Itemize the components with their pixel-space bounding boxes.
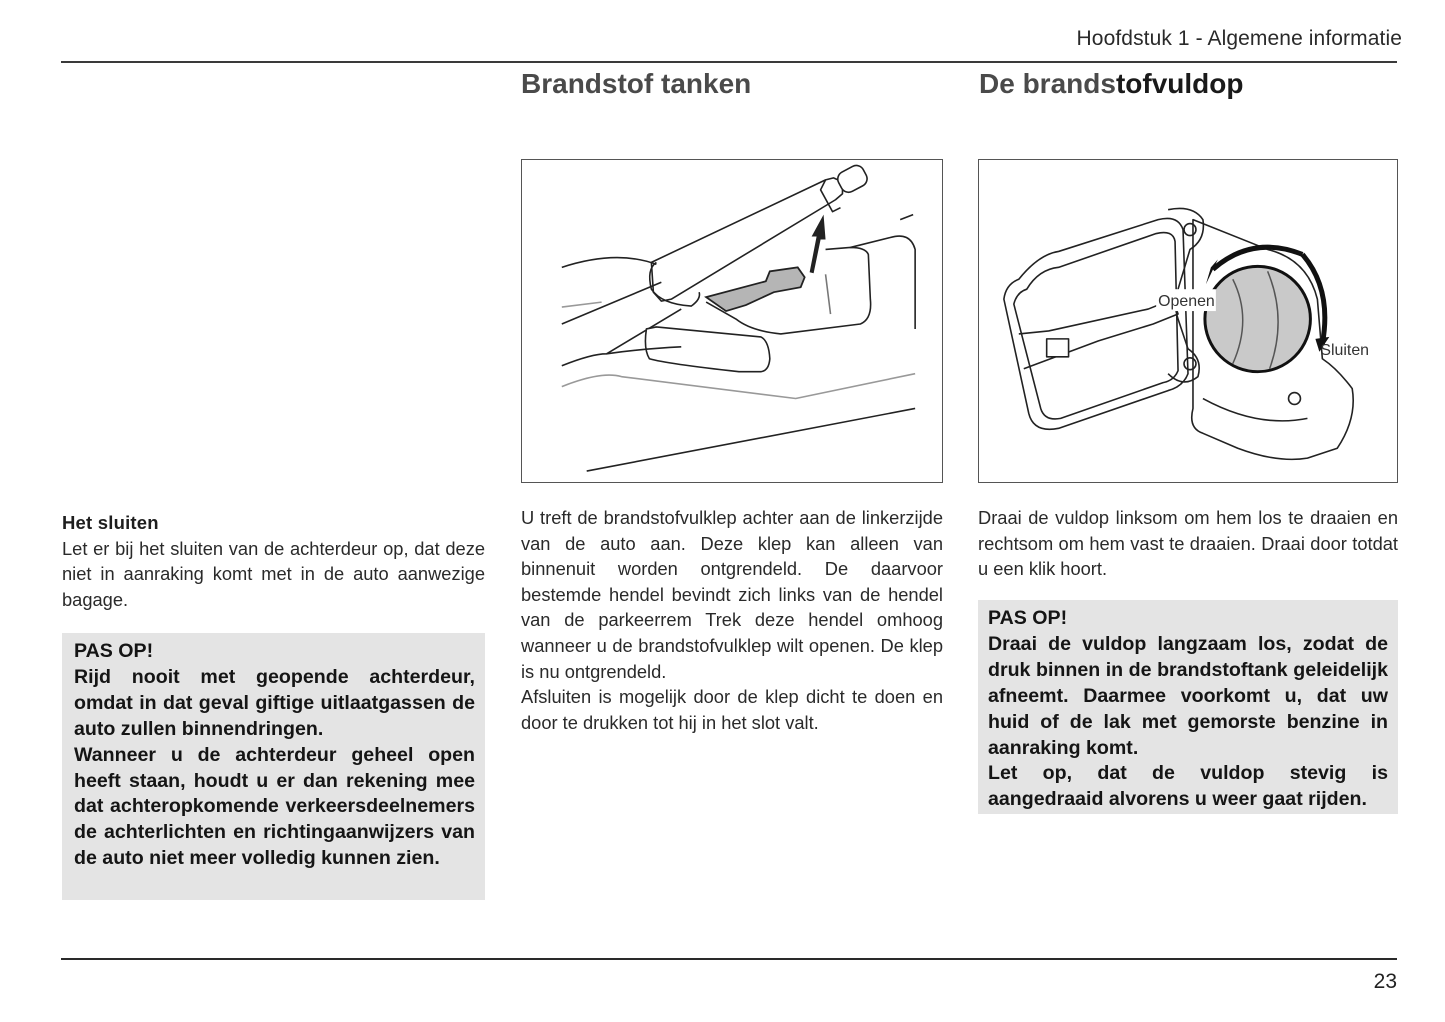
label-openen: Openen (1158, 293, 1215, 311)
running-head: Hoofdstuk 1 - Algemene informatie (1076, 27, 1402, 50)
right-column (978, 505, 1398, 582)
label-sluiten: Sluiten (1320, 341, 1370, 359)
warning-title: PAS OP! (988, 607, 1068, 629)
fuel-cap-illustration (978, 159, 1398, 483)
warning-box-vuldop (978, 600, 1398, 814)
warning-paragraph: Wanneer u de achterdeur geheel open heeft staan, houdt u er dan rekening mee dat achteropkomende verkeersdeelnemers de achterlichten en richtingaanwijzers van de auto niet meer volledig kunnen zien. (74, 743, 475, 870)
header-rule (61, 61, 1397, 63)
fuel-cap-drawing (979, 160, 1397, 482)
middle-column (521, 505, 943, 735)
section-title-brandstofvuldop (979, 68, 1243, 100)
handbrake-drawing (522, 160, 942, 482)
release-lever-icon (706, 267, 805, 311)
up-arrow-icon (810, 215, 826, 274)
warning-paragraph: Let op, dat de vuldop stevig is aangedraaid alvorens u weer gaat rijden. (988, 762, 1388, 811)
paragraph-sluiten: Let er bij het sluiten van de achterdeur op, dat deze niet in aanraking komt met in de auto aanwezige bagage. (62, 537, 485, 610)
left-column (62, 510, 485, 612)
title-part-1: De brands (979, 68, 1116, 99)
section-title-brandstof-tanken: Brandstof tanken (521, 68, 752, 99)
warning-paragraph: Rijd nooit met geopende achterdeur, omdat in dat geval giftige uitlaatgassen de auto zullen binnendringen. (74, 665, 475, 740)
paragraph-brandstofvulklep: U treft de brandstofvulklep achter aan de linkerzijde van de auto aan. Deze klep kan alleen van binnenuit worden ontgrendeld. De daarvoor bestemde hendel bevindt zich links van de hendel van de parkeerrem Trek deze hendel omhoog wanneer u de brandstofvulklep wilt openen. De klep is nu ontgrendeld. (521, 507, 943, 682)
paragraph-vuldop: Draai de vuldop linksom om hem los te draaien en rechtsom om hem vast te draaien. Draai door totdat u een klik hoort. (978, 507, 1398, 580)
title-part-2: tofvuldop (1115, 68, 1244, 99)
subheading-het-sluiten: Het sluiten (62, 512, 159, 533)
warning-paragraph: Draai de vuldop langzaam los, zodat de druk binnen in de brandstoftank geleidelijk afneemt. Daarmee voorkomt u, dat uw huid of de lak met gemorste benzine in aanraking komt. (988, 632, 1388, 759)
warning-box-achterdeur (62, 633, 485, 900)
paragraph-afsluiten: Afsluiten is mogelijk door de klep dicht te doen en door te drukken tot hij in het slot valt. (521, 686, 943, 733)
warning-title: PAS OP! (74, 640, 154, 662)
handbrake-lever-illustration (521, 159, 943, 483)
footer-rule (61, 958, 1397, 960)
fuel-cap-icon (1205, 266, 1310, 371)
page-number: 23 (1373, 970, 1397, 993)
